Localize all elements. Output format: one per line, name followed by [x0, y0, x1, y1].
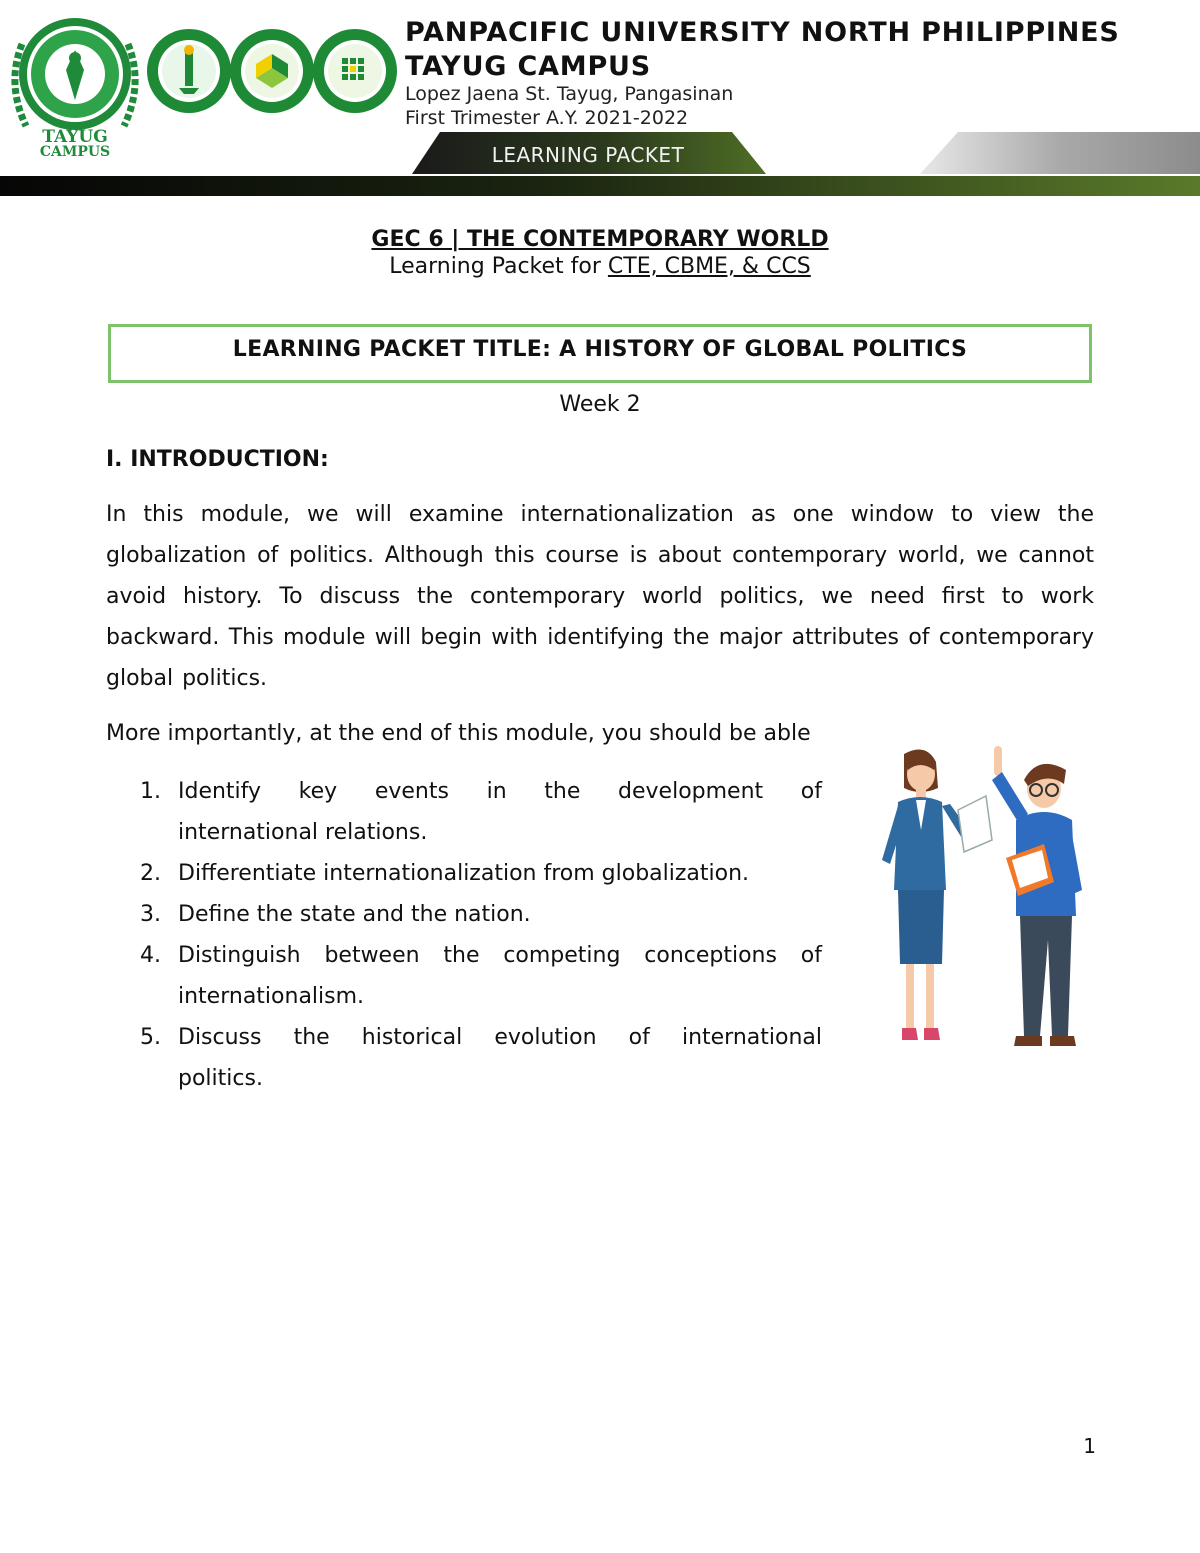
list-item: [140, 853, 822, 894]
svg-text:CAMPUS: CAMPUS: [39, 144, 111, 159]
college-seal-logo: [229, 28, 315, 114]
list-item-number: 2.: [140, 861, 161, 886]
list-item: [140, 894, 822, 935]
woman-figure: [882, 750, 992, 1041]
list-item-line: Identify key events in the development of: [178, 779, 822, 804]
list-item-line: Discuss the historical evolution of international: [178, 1025, 822, 1050]
list-item-line: politics.: [178, 1066, 263, 1091]
learning-packet-banner: LEARNING PACKET: [491, 143, 685, 167]
page-number: 1: [1083, 1434, 1096, 1458]
packet-title-box: [108, 324, 1092, 383]
college-seal-logo: [312, 28, 398, 114]
university-name: PANPACIFIC UNIVERSITY NORTH PHILIPPINES: [405, 17, 1120, 48]
campus-name: TAYUG CAMPUS: [405, 51, 652, 82]
introduction-paragraph: In this module, we will examine internationalization as one window to view the globalization of politics. Although this course is about contemporary world, we cannot avoid history. To discuss the contemporary world politics, we need first to work backward. This module will begin with identifying the major attributes of contemporary global politics.: [106, 502, 1094, 691]
week-label: Week 2: [559, 392, 641, 417]
logo-campus-text: TAYUG: [42, 127, 108, 147]
packet-title: LEARNING PACKET TITLE: A HISTORY OF GLOBAL POLITICS: [232, 337, 968, 362]
list-item-text: [178, 1017, 822, 1099]
list-item-text: [178, 935, 822, 1017]
list-item-line: internationalism.: [178, 984, 365, 1009]
subtitle-colleges: CTE, CBME, & CCS: [607, 254, 811, 279]
campus-address: Lopez Jaena St. Tayug, Pangasinan: [405, 83, 734, 105]
academic-term: First Trimester A.Y. 2021-2022: [405, 107, 689, 129]
list-item-text: [178, 771, 822, 853]
course-subtitle: [0, 253, 1200, 281]
list-item-number: 1.: [140, 779, 161, 804]
objectives-lead: More importantly, at the end of this module, you should be able: [106, 721, 811, 746]
man-figure: [992, 746, 1082, 1046]
course-title: GEC 6 | THE CONTEMPORARY WORLD: [371, 227, 829, 252]
list-item-text: Differentiate internationalization from globalization.: [178, 861, 750, 886]
college-seal-logo: [146, 28, 232, 114]
list-item: [140, 1017, 822, 1099]
list-item-line: Distinguish between the competing conceptions of: [178, 943, 822, 968]
list-item: [140, 935, 822, 1017]
teacher-student-illustration: [868, 740, 1090, 1060]
list-item-number: 4.: [140, 943, 161, 968]
introduction-heading: I. INTRODUCTION:: [106, 447, 329, 472]
list-item-number: 5.: [140, 1025, 161, 1050]
list-item: [140, 771, 822, 853]
objectives-list: [140, 771, 822, 1099]
list-item-number: 3.: [140, 902, 161, 927]
list-item-line: international relations.: [178, 820, 428, 845]
subtitle-prefix: Learning Packet for: [389, 254, 608, 279]
list-item-text: Define the state and the nation.: [178, 902, 531, 927]
